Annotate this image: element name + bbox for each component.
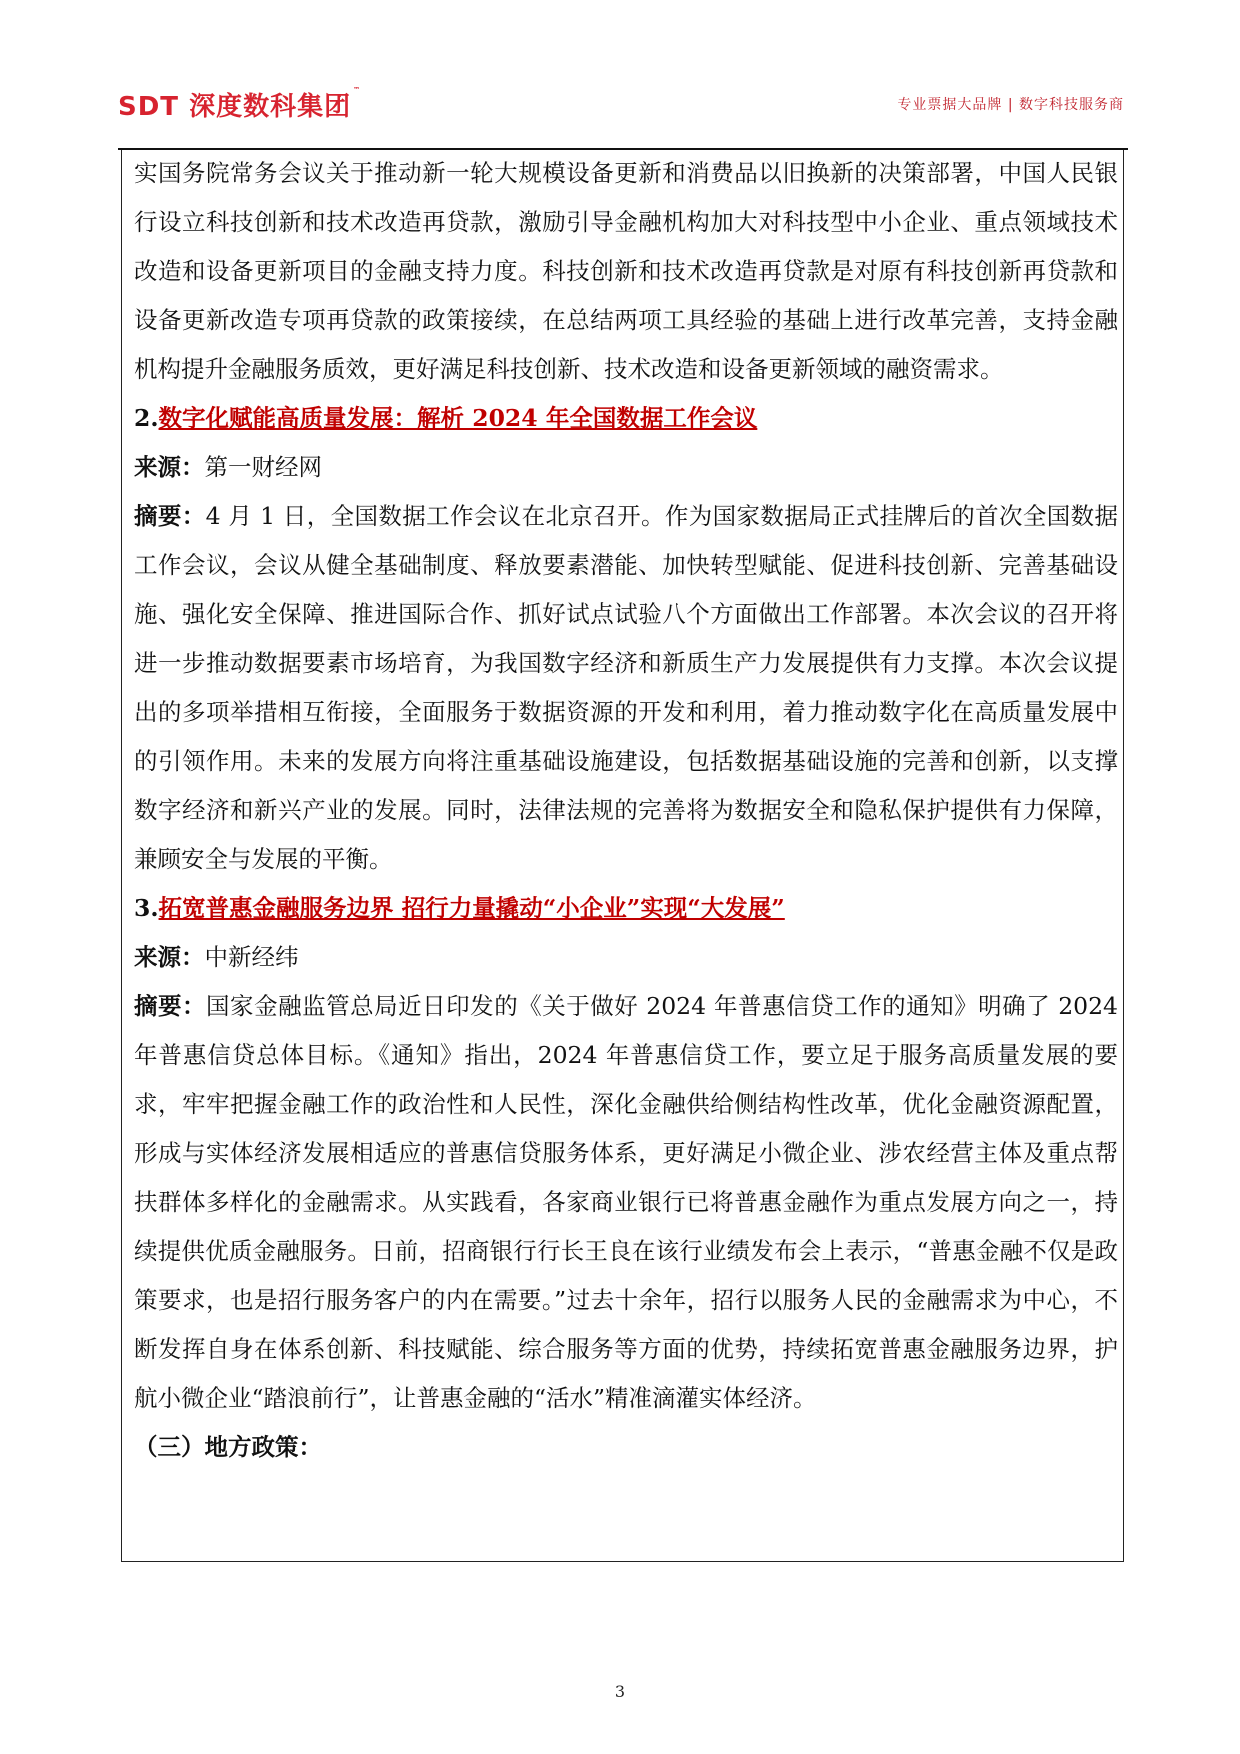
summary-text: 4 月 1 日，全国数据工作会议在北京召开。作为国家数据局正式挂牌后的首次全国数据工作会议，会议从健全基础制度、释放要素潜能、加快转型赋能、促进科技创新、完善基础设施、强化安全保障、推进国际合作、抓好试点试验八个方面做出工作部署。本次会议的召开将进一步推动数据要素市场培育，为我国数字经济和新质生产力发展提供有力支撑。本次会议提出的多项举措相互衔接，全面服务于数据资源的开发和利用，着力推动数字化在高质量发展中的引领作用。未来的发展方向将注重基础设施建设，包括数据基础设施的完善和创新，以支撑数字经济和新兴产业的发展。同时，法律法规的完善将为数据安全和隐私保护提供有力保障，兼顾安全与发展的平衡。 xyxy=(134,502,1119,873)
article-summary xyxy=(134,492,1118,884)
page-header xyxy=(118,86,1124,126)
article-number: 2. xyxy=(134,404,159,432)
article-source xyxy=(134,443,1118,492)
source-value: 第一财经网 xyxy=(204,453,322,481)
article-title xyxy=(134,884,1118,933)
section-heading: （三）地方政策： xyxy=(134,1433,322,1461)
article-number: 3. xyxy=(134,894,159,922)
document-body xyxy=(134,149,1118,1472)
article-source xyxy=(134,933,1118,982)
header-slogan: 专业票据大品牌 | 数字科技服务商 xyxy=(897,97,1124,113)
logo-text: SDT 深度数科集团 xyxy=(118,92,352,122)
intro-paragraph: 实国务院常务会议关于推动新一轮大规模设备更新和消费品以旧换新的决策部署，中国人民银行设立科技创新和技术改造再贷款，激励引导金融机构加大对科技型中小企业、重点领域技术改造和设备更新项目的金融支持力度。科技创新和技术改造再贷款是对原有科技创新再贷款和设备更新改造专项再贷款的政策接续，在总结两项工具经验的基础上进行改革完善，支持金融机构提升金融服务质效，更好满足科技创新、技术改造和设备更新领域的融资需求。 xyxy=(134,159,1118,383)
summary-text: 国家金融监管总局近日印发的《关于做好 2024 年普惠信贷工作的通知》明确了 2024 年普惠信贷总体目标。《通知》指出，2024 年普惠信贷工作，要立足于服务高质量发展的要求，牢牢把握金融工作的政治性和人民性，深化金融供给侧结构性改革，优化金融资源配置，形成与实体经济发展相适应的普惠信贷服务体系，更好满足小微企业、涉农经营主体及重点帮扶群体多样化的金融需求。从实践看，各家商业银行已将普惠金融作为重点发展方向之一，持续提供优质金融服务。日前，招商银行行长王良在该行业绩发布会上表示，“普惠金融不仅是政策要求，也是招行服务客户的内在需要。”过去十余年，招行以服务人民的金融需求为中心，不断发挥自身在体系创新、科技赋能、综合服务等方面的优势，持续拓宽普惠金融服务边界，护航小微企业“踏浪前行”，让普惠金融的“活水”精准滴灌实体经济。 xyxy=(134,992,1118,1412)
source-label: 来源： xyxy=(134,943,205,971)
summary-label: 摘要： xyxy=(134,992,207,1020)
article-title-link[interactable]: 拓宽普惠金融服务边界 招行力量撬动“小企业”实现“大发展” xyxy=(158,894,785,922)
summary-label: 摘要： xyxy=(134,502,206,530)
source-label: 来源： xyxy=(134,453,205,481)
page-number: 3 xyxy=(614,1682,626,1701)
source-value: 中新经纬 xyxy=(204,943,299,971)
article-title-link[interactable]: 数字化赋能高质量发展：解析 2024 年全国数据工作会议 xyxy=(158,404,758,432)
article-title xyxy=(134,394,1118,443)
company-logo xyxy=(118,86,361,123)
article-summary xyxy=(134,982,1118,1423)
logo-trademark: ™ xyxy=(353,86,362,94)
